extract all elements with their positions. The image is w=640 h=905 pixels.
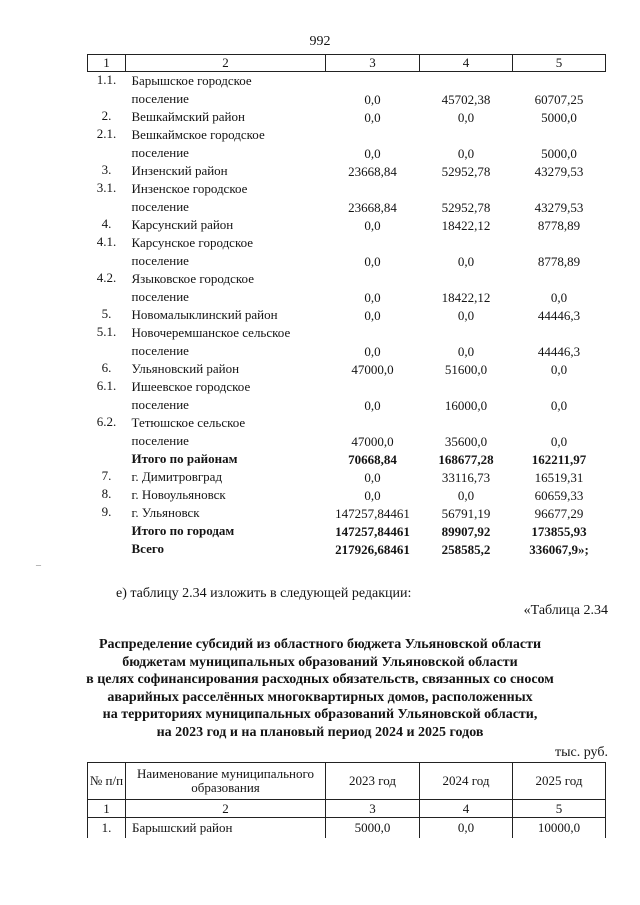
title-line: Распределение субсидий из областного бюджета Ульяновской области: [98, 637, 542, 652]
value-v4: 0,0: [457, 488, 475, 503]
column-number: 5: [513, 800, 606, 818]
row-number: 2.1.: [96, 126, 117, 141]
total-row: [88, 450, 606, 468]
row-number: 3.: [101, 162, 112, 177]
value-v4: 89907,92: [441, 524, 491, 539]
table-row: [88, 486, 606, 504]
column-number-row: [88, 800, 606, 818]
row-number: 2.: [101, 108, 112, 123]
value-v3: 0,0: [364, 254, 381, 269]
value-v5: 0,0: [550, 290, 568, 305]
value-v3: 147257,84461: [335, 506, 410, 521]
title-line: в целях софинансирования расходных обязательств, связанных со сносом: [86, 672, 554, 687]
municipality-name: [126, 468, 326, 486]
municipality-name: [126, 522, 326, 540]
value-v5: 0,0: [550, 398, 568, 413]
subsidy-table-continued: [87, 54, 606, 558]
name-line: г. Новоульяновск: [131, 487, 226, 502]
header-cell: № п/п: [88, 763, 126, 800]
row-number: 4.2.: [96, 270, 117, 285]
value-v5: 162211,97: [531, 452, 587, 467]
value-v4: 56791,19: [441, 506, 491, 521]
municipality-name: Барышский район: [126, 818, 326, 839]
column-number: 4: [420, 800, 513, 818]
municipality-name: [126, 324, 326, 360]
title-line: на 2023 год и на плановый период 2024 и 2025 годов: [156, 724, 484, 740]
name-line: поселение: [131, 145, 189, 160]
row-number: 6.: [101, 360, 112, 375]
value-v3: 0,0: [364, 290, 381, 305]
title-line: аварийных расселённых многоквартирных домов, расположенных: [107, 689, 533, 705]
value-v5: 43279,53: [534, 164, 584, 179]
table-row: [88, 468, 606, 486]
row-number: [88, 540, 126, 558]
row-number: 4.: [101, 216, 112, 231]
name-line: поселение: [131, 91, 189, 106]
table-row: [88, 414, 606, 450]
header-row: [88, 763, 606, 800]
value-v3: 47000,0: [351, 434, 394, 449]
name-line: Итого по районам: [131, 451, 238, 466]
value-v4: 0,0: [457, 344, 475, 359]
table-row: [88, 216, 606, 234]
municipality-name: [126, 270, 326, 306]
column-number: 3: [326, 800, 420, 818]
value-v4: 45702,38: [441, 92, 491, 107]
value-v4: 0,0: [457, 308, 475, 323]
row-number: 5.1.: [96, 324, 117, 339]
value-v3: 217926,68461: [335, 542, 410, 557]
row-number: 4.1.: [96, 234, 117, 249]
municipality-name: [126, 72, 326, 109]
name-line: Всего: [131, 541, 164, 556]
value-v3: 0,0: [364, 488, 381, 503]
value-v4: 0,0: [457, 146, 475, 161]
value-v4: 0,0: [457, 110, 475, 125]
header-cell: Наименование муниципального образования: [126, 763, 326, 800]
value-v4: 18422,12: [441, 290, 491, 305]
value-v4: 18422,12: [441, 218, 491, 233]
name-line: Языковское городское: [131, 271, 254, 286]
value-v5: 8778,89: [537, 254, 581, 269]
row-number: [88, 522, 126, 540]
value-v3: 0,0: [364, 344, 381, 359]
row-number: [88, 450, 126, 468]
value-v4: 52952,78: [441, 200, 491, 215]
column-number: 4: [420, 55, 513, 72]
value-v4: 51600,0: [444, 362, 488, 377]
title-line: бюджетам муниципальных образований Ульяновской области: [122, 654, 518, 670]
table-row: [88, 378, 606, 414]
title-line: на территориях муниципальных образований Ульяновской области,: [102, 707, 538, 722]
value-2024: 0,0: [420, 818, 513, 839]
name-line: Итого по городам: [131, 523, 235, 538]
table-row: [88, 108, 606, 126]
municipality-name: [126, 504, 326, 522]
value-v4: 33116,73: [441, 470, 491, 485]
column-number: 5: [513, 55, 606, 72]
table-row: [88, 504, 606, 522]
table-row: [88, 818, 606, 839]
row-number: 6.2.: [96, 414, 117, 429]
name-line: Вешкаймское городское: [131, 127, 265, 142]
total-row: [88, 540, 606, 558]
value-v3: 0,0: [364, 110, 381, 125]
column-number: 2: [126, 800, 326, 818]
value-v3: 47000,0: [351, 362, 394, 377]
table-row: [88, 234, 606, 270]
value-v4: 168677,28: [438, 452, 494, 467]
value-v3: 23668,84: [348, 200, 397, 215]
value-v3: 0,0: [364, 218, 381, 233]
column-number-row: [88, 55, 606, 72]
name-line: поселение: [131, 343, 189, 358]
value-v4: 258585,2: [441, 542, 491, 557]
municipality-name: [126, 360, 326, 378]
value-v5: 44446,3: [537, 344, 581, 359]
subsidy-table-2-34: [87, 762, 606, 838]
total-row: [88, 522, 606, 540]
name-line: Карсунское городское: [131, 235, 254, 250]
value-v5: 16519,31: [534, 470, 584, 485]
value-v5: 336067,9»;: [529, 542, 589, 557]
value-v5: 0,0: [550, 434, 568, 449]
municipality-name: [126, 486, 326, 504]
value-v5: 60707,25: [534, 92, 584, 107]
header-cell: 2025 год: [513, 763, 606, 800]
value-v4: 52952,78: [441, 164, 491, 179]
name-line: поселение: [131, 289, 189, 304]
header-cell: 2024 год: [420, 763, 513, 800]
name-line: Ишеевское городское: [131, 379, 251, 394]
row-number: 9.: [101, 504, 112, 519]
table-row: [88, 324, 606, 360]
row-number: 7.: [101, 468, 112, 483]
value-v3: 0,0: [364, 92, 381, 107]
column-number: 1: [88, 800, 126, 818]
municipality-name: [126, 108, 326, 126]
value-v4: 16000,0: [444, 398, 488, 413]
table-title: [60, 636, 580, 741]
value-v5: 8778,89: [537, 218, 581, 233]
row-number: 6.1.: [96, 378, 117, 393]
value-v5: 0,0: [550, 362, 568, 377]
municipality-name: [126, 126, 326, 162]
header-cell: 2023 год: [326, 763, 420, 800]
value-v3: 0,0: [364, 308, 381, 323]
name-line: Новочеремшанское сельское: [131, 325, 291, 340]
municipality-name: [126, 162, 326, 180]
name-line: поселение: [131, 397, 189, 412]
table-body: [88, 72, 606, 559]
value-v3: 23668,84: [348, 164, 397, 179]
table-caption: «Таблица 2.34: [523, 603, 608, 618]
page-number: 992: [309, 34, 331, 49]
row-number: 1.: [88, 818, 126, 839]
column-number: 3: [326, 55, 420, 72]
row-number: 5.: [101, 306, 112, 321]
value-2025: 10000,0: [513, 818, 606, 839]
municipality-name: [126, 414, 326, 450]
municipality-name: [126, 234, 326, 270]
name-line: г. Ульяновск: [131, 505, 200, 520]
name-line: Новомалыклинский район: [131, 307, 278, 322]
value-v5: 5000,0: [541, 110, 577, 125]
scan-artifact-mark: –: [36, 560, 41, 571]
name-line: Барышское городское: [131, 73, 252, 88]
value-v3: 70668,84: [348, 452, 397, 467]
name-line: Инзенское городское: [131, 181, 248, 196]
table-row: [88, 270, 606, 306]
value-v5: 96677,29: [534, 506, 584, 521]
row-number: 8.: [101, 486, 112, 501]
value-v4: 35600,0: [444, 434, 488, 449]
municipality-name: [126, 180, 326, 216]
name-line: Вешкаймский район: [131, 109, 245, 124]
value-v5: 43279,53: [534, 200, 584, 215]
row-number: 3.1.: [96, 180, 117, 195]
municipality-name: [126, 540, 326, 558]
table-row: [88, 72, 606, 109]
name-line: поселение: [131, 253, 189, 268]
name-line: г. Димитровград: [131, 469, 223, 484]
row-number: 1.1.: [96, 72, 117, 87]
value-2023: 5000,0: [326, 818, 420, 839]
value-v3: 147257,84461: [335, 524, 410, 539]
name-line: поселение: [131, 433, 189, 448]
column-number: 2: [126, 55, 326, 72]
table-row: [88, 306, 606, 324]
value-v4: 0,0: [457, 254, 475, 269]
value-v5: 5000,0: [541, 146, 577, 161]
name-line: Инзенский район: [131, 163, 228, 178]
units-label: тыс. руб.: [555, 745, 608, 760]
value-v5: 173855,93: [531, 524, 587, 539]
table-row: [88, 360, 606, 378]
value-v5: 44446,3: [537, 308, 581, 323]
table-row: [88, 126, 606, 162]
municipality-name: [126, 216, 326, 234]
table-row: [88, 162, 606, 180]
name-line: поселение: [131, 199, 189, 214]
municipality-name: [126, 306, 326, 324]
municipality-name: [126, 450, 326, 468]
value-v5: 60659,33: [534, 488, 584, 503]
name-line: Тетюшское сельское: [131, 415, 246, 430]
value-v3: 0,0: [364, 470, 381, 485]
name-line: Ульяновский район: [131, 361, 240, 376]
value-v3: 0,0: [364, 146, 381, 161]
value-v3: 0,0: [364, 398, 381, 413]
amendment-instruction: е) таблицу 2.34 изложить в следующей редакции:: [116, 586, 412, 601]
table-row: [88, 180, 606, 216]
municipality-name: [126, 378, 326, 414]
name-line: Карсунский район: [131, 217, 234, 232]
column-number: 1: [88, 55, 126, 72]
